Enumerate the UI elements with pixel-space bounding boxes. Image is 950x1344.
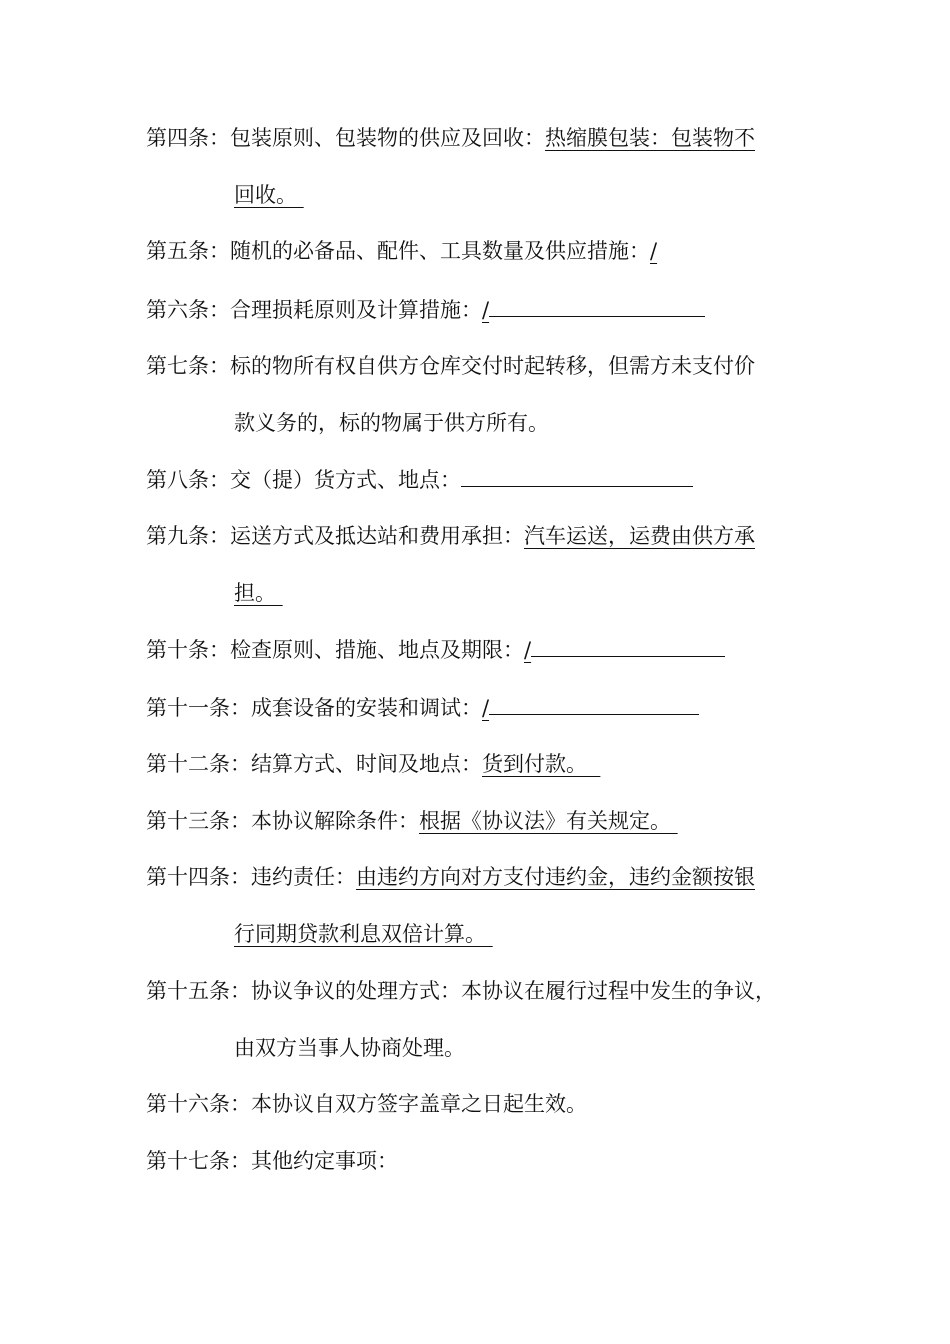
article-15 xyxy=(146,976,776,1006)
article-text: 违约责任： xyxy=(251,865,356,889)
blank-line xyxy=(489,692,699,715)
article-text: 本协议自双方签字盖章之日起生效。 xyxy=(251,1092,587,1116)
article-label: 第九条： xyxy=(146,524,230,548)
article-label: 第十三条： xyxy=(146,809,251,833)
article-label: 第七条： xyxy=(146,354,230,378)
article-14 xyxy=(146,862,755,892)
article-17 xyxy=(146,1146,398,1176)
article-label: 第十条： xyxy=(146,638,230,662)
article-text: 合理损耗原则及计算措施： xyxy=(230,298,482,322)
article-5 xyxy=(146,236,657,266)
article-11 xyxy=(146,692,699,723)
article-text: 包装原则、包装物的供应及回收： xyxy=(230,126,545,150)
article-label: 第六条： xyxy=(146,298,230,322)
filled-value: 热缩膜包装：包装物不 xyxy=(545,126,755,150)
article-label: 第十一条： xyxy=(146,696,251,720)
article-label: 第四条： xyxy=(146,126,230,150)
article-label: 第十七条： xyxy=(146,1149,251,1173)
filled-value: 货到付款。 xyxy=(482,752,587,776)
blank-line xyxy=(489,294,705,317)
filled-value: 由违约方向对方支付违约金，违约金额按银 xyxy=(356,865,755,889)
article-text: 协议争议的处理方式：本协议在履行过程中发生的争议， xyxy=(251,979,776,1003)
article-text: 成套设备的安装和调试： xyxy=(251,696,482,720)
filled-value: / xyxy=(650,239,658,263)
article-label: 第十六条： xyxy=(146,1092,251,1116)
article-4 xyxy=(146,123,755,153)
filled-value: / xyxy=(524,638,532,662)
article-text: 由双方当事人协商处理。 xyxy=(234,1036,465,1060)
article-label: 第八条： xyxy=(146,468,230,492)
article-text: 结算方式、时间及地点： xyxy=(251,752,482,776)
article-text: 检查原则、措施、地点及期限： xyxy=(230,638,524,662)
article-14-continuation xyxy=(234,919,493,949)
article-text: 运送方式及抵达站和费用承担： xyxy=(230,524,524,548)
filled-value: 汽车运送，运费由供方承 xyxy=(524,524,755,548)
article-12 xyxy=(146,749,600,779)
article-9-continuation xyxy=(234,578,283,608)
article-text: 其他约定事项： xyxy=(251,1149,398,1173)
article-label: 第十二条： xyxy=(146,752,251,776)
article-7 xyxy=(146,351,755,381)
filled-value: / xyxy=(482,696,490,720)
article-8 xyxy=(146,464,693,495)
filled-value: / xyxy=(482,298,490,322)
article-label: 第十四条： xyxy=(146,865,251,889)
article-4-continuation xyxy=(234,180,304,210)
article-text: 标的物所有权自供方仓库交付时起转移，但需方未支付价 xyxy=(230,354,755,378)
article-13 xyxy=(146,806,678,836)
article-text: 随机的必备品、配件、工具数量及供应措施： xyxy=(230,239,650,263)
article-label: 第五条： xyxy=(146,239,230,263)
blank-line xyxy=(531,634,725,657)
filled-value: 担。 xyxy=(234,581,276,605)
article-label: 第十五条： xyxy=(146,979,251,1003)
article-text: 交（提）货方式、地点： xyxy=(230,468,461,492)
filled-value: 行同期贷款利息双倍计算。 xyxy=(234,922,486,946)
article-6 xyxy=(146,294,705,325)
filled-value: 根据《协议法》有关规定。 xyxy=(419,809,671,833)
article-15-continuation xyxy=(234,1033,465,1063)
article-9 xyxy=(146,521,755,551)
article-16 xyxy=(146,1089,587,1119)
article-7-continuation xyxy=(234,408,549,438)
article-text: 款义务的，标的物属于供方所有。 xyxy=(234,411,549,435)
filled-value: 回收。 xyxy=(234,183,297,207)
blank-line xyxy=(461,464,693,487)
article-10 xyxy=(146,634,725,665)
article-text: 本协议解除条件： xyxy=(251,809,419,833)
